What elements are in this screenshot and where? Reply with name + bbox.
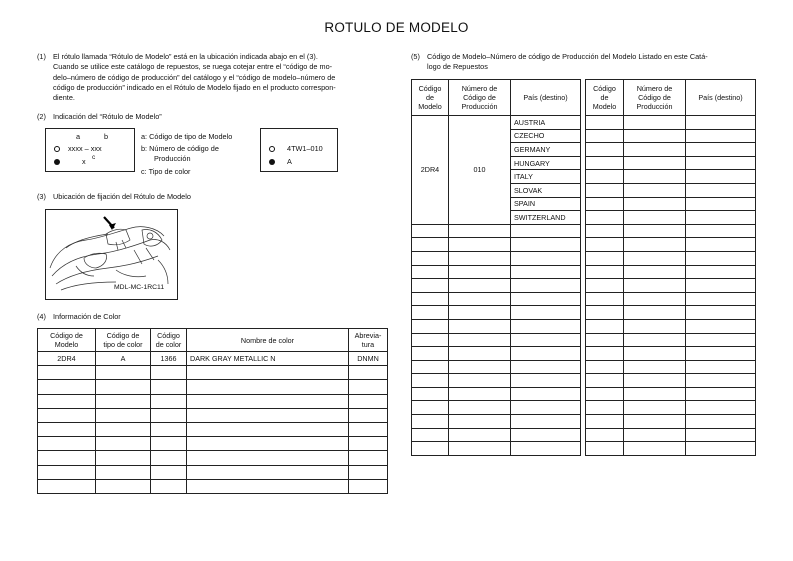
empty-cell	[38, 408, 96, 422]
empty-cell	[349, 437, 388, 451]
col-header-production: Número de Código de Producción	[624, 80, 686, 116]
empty-cell	[624, 143, 686, 157]
empty-cell	[38, 380, 96, 394]
empty-cell	[412, 401, 449, 415]
table-row	[412, 292, 581, 306]
format-code: xxxx – xxx	[68, 144, 102, 153]
empty-cell	[187, 422, 349, 436]
empty-cell	[511, 224, 581, 238]
empty-cell	[449, 265, 511, 279]
table-row	[38, 408, 388, 422]
cell-color-type: A	[96, 352, 151, 366]
cell-abbreviation: DNMN	[349, 352, 388, 366]
empty-cell	[686, 319, 756, 333]
table-row	[412, 442, 581, 456]
empty-cell	[38, 366, 96, 380]
empty-cell	[586, 347, 624, 361]
cell-country: AUSTRIA	[511, 116, 581, 130]
table-row	[586, 360, 756, 374]
table-row	[586, 197, 756, 211]
empty-cell	[449, 306, 511, 320]
empty-cell	[586, 415, 624, 429]
empty-cell	[151, 465, 187, 479]
empty-cell	[96, 465, 151, 479]
empty-cell	[586, 333, 624, 347]
empty-cell	[586, 183, 624, 197]
empty-cell	[586, 319, 624, 333]
empty-cell	[449, 387, 511, 401]
empty-cell	[586, 143, 624, 157]
section-1-line: diente.	[53, 93, 75, 103]
empty-cell	[624, 374, 686, 388]
label-a: a	[76, 132, 81, 141]
cell-country: GERMANY	[511, 143, 581, 157]
table-row	[586, 387, 756, 401]
section-1-line: delo–número de código de producción” del catálogo y el “código de modelo–número de	[53, 72, 336, 82]
empty-cell	[38, 394, 96, 408]
empty-cell	[187, 437, 349, 451]
col-header-abbreviation: Abrevia- tura	[349, 329, 388, 352]
cell-country: SWITZERLAND	[511, 211, 581, 225]
table-row	[586, 143, 756, 157]
empty-cell	[96, 479, 151, 493]
empty-cell	[38, 422, 96, 436]
empty-cell	[96, 422, 151, 436]
empty-cell	[349, 451, 388, 465]
table-row	[586, 333, 756, 347]
empty-cell	[151, 366, 187, 380]
empty-cell	[96, 437, 151, 451]
empty-cell	[412, 265, 449, 279]
table-row	[38, 380, 388, 394]
empty-cell	[686, 347, 756, 361]
empty-cell	[586, 156, 624, 170]
empty-cell	[449, 374, 511, 388]
empty-cell	[624, 292, 686, 306]
col-header-country: País (destino)	[686, 80, 756, 116]
empty-cell	[511, 387, 581, 401]
section-1-line: código de producción” indicado en el Rótulo de Modelo fijado en el producto correspon-	[53, 82, 336, 92]
col-header-color-code: Código de color	[151, 329, 187, 352]
section-1-line: El rótulo llamada “Rótulo de Modelo” está en la ubicación indicada abajo en el (3).	[53, 52, 318, 61]
empty-cell	[349, 408, 388, 422]
table-row	[412, 428, 581, 442]
empty-cell	[624, 428, 686, 442]
section-1-line: Cuando se utilice este catálogo de repuestos, se ruega cotejar entre el “código de mo-	[53, 62, 333, 72]
empty-cell	[187, 394, 349, 408]
table-row	[412, 319, 581, 333]
table-row	[586, 238, 756, 252]
table-row	[586, 116, 756, 130]
empty-cell	[511, 442, 581, 456]
empty-cell	[686, 251, 756, 265]
empty-cell	[511, 319, 581, 333]
empty-cell	[511, 347, 581, 361]
section-1-text	[53, 52, 393, 103]
empty-cell	[412, 319, 449, 333]
section-5-line: Código de Modelo–Número de código de Producción del Modelo Listado en este Catá-	[427, 52, 708, 61]
empty-cell	[449, 401, 511, 415]
empty-cell	[624, 347, 686, 361]
page-title: ROTULO DE MODELO	[324, 20, 469, 35]
empty-cell	[624, 224, 686, 238]
production-table-header	[412, 80, 581, 116]
empty-cell	[586, 170, 624, 184]
empty-cell	[412, 333, 449, 347]
table-row	[586, 170, 756, 184]
cell-country: CZECHO	[511, 129, 581, 143]
cell-country: SPAIN	[511, 197, 581, 211]
empty-cell	[624, 306, 686, 320]
empty-cell	[586, 428, 624, 442]
cell-country: SLOVAK	[511, 183, 581, 197]
empty-cell	[449, 347, 511, 361]
empty-cell	[686, 292, 756, 306]
empty-cell	[686, 129, 756, 143]
empty-cell	[624, 156, 686, 170]
empty-cell	[511, 265, 581, 279]
table-row	[412, 415, 581, 429]
empty-cell	[412, 251, 449, 265]
empty-cell	[686, 360, 756, 374]
empty-cell	[187, 465, 349, 479]
col-header-model: Código de Modelo	[38, 329, 96, 352]
col-header-color-name: Nombre de color	[187, 329, 349, 352]
empty-cell	[686, 156, 756, 170]
empty-cell	[511, 279, 581, 293]
format-row	[54, 144, 102, 153]
production-table-right	[585, 79, 756, 456]
col-header-color-type: Código de tipo de color	[96, 329, 151, 352]
empty-cell	[624, 251, 686, 265]
empty-cell	[412, 360, 449, 374]
col-header-production: Número de Código de Producción	[449, 80, 511, 116]
format-x: x	[82, 157, 86, 166]
example-code-row	[269, 144, 323, 153]
filled-circle-icon	[269, 159, 275, 165]
table-row	[586, 129, 756, 143]
empty-cell	[686, 238, 756, 252]
empty-cell	[586, 116, 624, 130]
table-row	[586, 347, 756, 361]
example-code: 4TW1–010	[287, 144, 323, 153]
filled-circle-icon	[54, 159, 60, 165]
empty-cell	[686, 143, 756, 157]
empty-cell	[151, 380, 187, 394]
empty-cell	[686, 197, 756, 211]
empty-cell	[412, 415, 449, 429]
empty-cell	[624, 238, 686, 252]
empty-cell	[686, 387, 756, 401]
empty-cell	[624, 442, 686, 456]
empty-cell	[586, 387, 624, 401]
empty-cell	[586, 292, 624, 306]
table-row	[38, 394, 388, 408]
empty-cell	[187, 408, 349, 422]
empty-cell	[96, 451, 151, 465]
empty-cell	[449, 319, 511, 333]
empty-cell	[686, 224, 756, 238]
table-row	[586, 156, 756, 170]
empty-cell	[624, 265, 686, 279]
cell-country: HUNGARY	[511, 156, 581, 170]
color-info-table	[37, 328, 388, 494]
example-color-row	[269, 157, 292, 166]
empty-cell	[586, 265, 624, 279]
section-5-text	[427, 52, 757, 73]
empty-cell	[187, 380, 349, 394]
empty-cell	[449, 224, 511, 238]
empty-cell	[96, 380, 151, 394]
cell-color-name: DARK GRAY METALLIC N	[187, 352, 349, 366]
empty-cell	[449, 360, 511, 374]
empty-cell	[586, 129, 624, 143]
empty-cell	[511, 333, 581, 347]
empty-cell	[151, 394, 187, 408]
empty-cell	[624, 211, 686, 225]
cell-color-code: 1366	[151, 352, 187, 366]
model-label-format-box	[45, 128, 135, 172]
empty-cell	[586, 211, 624, 225]
empty-cell	[511, 374, 581, 388]
empty-cell	[449, 333, 511, 347]
cell-production: 010	[449, 116, 511, 225]
empty-cell	[96, 366, 151, 380]
color-table-header	[38, 329, 388, 352]
empty-cell	[412, 238, 449, 252]
legend-b: b: Número de código de	[141, 144, 219, 154]
empty-cell	[412, 374, 449, 388]
empty-cell	[686, 374, 756, 388]
table-row	[586, 306, 756, 320]
section-3-heading: Ubicación de fijación del Rótulo de Modelo	[53, 192, 191, 201]
cell-country: ITALY	[511, 170, 581, 184]
table-row	[586, 251, 756, 265]
empty-cell	[449, 238, 511, 252]
table-row	[586, 374, 756, 388]
empty-cell	[586, 197, 624, 211]
table-row	[38, 437, 388, 451]
empty-cell	[38, 437, 96, 451]
empty-cell	[624, 116, 686, 130]
empty-cell	[412, 428, 449, 442]
table-row	[412, 116, 581, 130]
empty-cell	[686, 428, 756, 442]
table-row	[586, 183, 756, 197]
table-row	[586, 428, 756, 442]
empty-cell	[38, 479, 96, 493]
empty-cell	[412, 306, 449, 320]
empty-cell	[686, 306, 756, 320]
empty-cell	[624, 360, 686, 374]
empty-cell	[449, 292, 511, 306]
empty-cell	[187, 479, 349, 493]
section-2-heading: Indicación del “Rótulo de Modelo”	[53, 112, 162, 121]
empty-cell	[686, 442, 756, 456]
section-4-number: (4)	[37, 312, 46, 321]
empty-cell	[586, 306, 624, 320]
empty-cell	[349, 479, 388, 493]
table-row	[586, 211, 756, 225]
color-row	[54, 157, 86, 166]
empty-cell	[96, 408, 151, 422]
open-circle-icon	[54, 146, 60, 152]
table-row	[586, 292, 756, 306]
empty-cell	[151, 408, 187, 422]
empty-cell	[586, 360, 624, 374]
empty-cell	[686, 415, 756, 429]
table-row	[412, 265, 581, 279]
empty-cell	[586, 238, 624, 252]
model-label-example-box	[260, 128, 338, 172]
table-row	[586, 224, 756, 238]
empty-cell	[686, 279, 756, 293]
empty-cell	[586, 279, 624, 293]
table-row	[412, 374, 581, 388]
empty-cell	[187, 451, 349, 465]
empty-cell	[511, 428, 581, 442]
empty-cell	[412, 279, 449, 293]
col-header-model: Código de Modelo	[586, 80, 624, 116]
empty-cell	[151, 422, 187, 436]
empty-cell	[349, 422, 388, 436]
section-5-number: (5)	[411, 52, 420, 61]
empty-cell	[686, 333, 756, 347]
cell-model: 2DR4	[412, 116, 449, 225]
empty-cell	[449, 428, 511, 442]
section-5-line: logo de Repuestos	[427, 62, 488, 72]
table-row	[38, 465, 388, 479]
table-row	[586, 442, 756, 456]
example-color: A	[287, 157, 292, 166]
empty-cell	[624, 197, 686, 211]
empty-cell	[586, 224, 624, 238]
empty-cell	[686, 401, 756, 415]
empty-cell	[96, 394, 151, 408]
table-row	[412, 360, 581, 374]
table-row	[412, 333, 581, 347]
empty-cell	[151, 451, 187, 465]
table-row	[38, 352, 388, 366]
table-row	[412, 347, 581, 361]
table-row	[412, 401, 581, 415]
empty-cell	[449, 251, 511, 265]
production-table-header	[586, 80, 756, 116]
empty-cell	[187, 366, 349, 380]
legend-c: c: Tipo de color	[141, 166, 191, 176]
legend-b-cont: Producción	[154, 154, 191, 164]
table-row	[412, 279, 581, 293]
empty-cell	[349, 366, 388, 380]
table-row	[412, 238, 581, 252]
empty-cell	[38, 465, 96, 479]
empty-cell	[686, 116, 756, 130]
empty-cell	[412, 442, 449, 456]
empty-cell	[624, 415, 686, 429]
empty-cell	[624, 170, 686, 184]
label-c: c	[92, 154, 96, 161]
empty-cell	[511, 360, 581, 374]
table-row	[412, 306, 581, 320]
empty-cell	[349, 465, 388, 479]
label-legend	[141, 132, 232, 177]
empty-cell	[586, 374, 624, 388]
empty-cell	[412, 347, 449, 361]
cell-model: 2DR4	[38, 352, 96, 366]
table-row	[412, 251, 581, 265]
table-row	[38, 479, 388, 493]
table-row	[586, 401, 756, 415]
empty-cell	[449, 442, 511, 456]
empty-cell	[151, 479, 187, 493]
table-row	[586, 319, 756, 333]
table-row	[586, 265, 756, 279]
col-header-model: Código de Modelo	[412, 80, 449, 116]
empty-cell	[412, 387, 449, 401]
empty-cell	[624, 183, 686, 197]
empty-cell	[511, 415, 581, 429]
empty-cell	[511, 401, 581, 415]
empty-cell	[412, 224, 449, 238]
motorcycle-figure	[45, 209, 178, 300]
empty-cell	[624, 319, 686, 333]
label-b: b	[104, 132, 109, 141]
empty-cell	[686, 265, 756, 279]
empty-cell	[624, 387, 686, 401]
empty-cell	[686, 170, 756, 184]
empty-cell	[449, 279, 511, 293]
empty-cell	[624, 401, 686, 415]
empty-cell	[511, 306, 581, 320]
empty-cell	[686, 211, 756, 225]
empty-cell	[586, 401, 624, 415]
section-2-number: (2)	[37, 112, 46, 121]
table-row	[586, 415, 756, 429]
col-header-country: País (destino)	[511, 80, 581, 116]
empty-cell	[412, 292, 449, 306]
table-row	[412, 387, 581, 401]
table-row	[586, 279, 756, 293]
empty-cell	[686, 183, 756, 197]
legend-a: a: Código de tipo de Modelo	[141, 132, 233, 141]
table-row	[412, 224, 581, 238]
empty-cell	[511, 292, 581, 306]
figure-caption: MDL-MC-1RC11	[114, 284, 165, 291]
table-row	[38, 422, 388, 436]
section-3-number: (3)	[37, 192, 46, 201]
production-table-left	[411, 79, 581, 456]
table-row	[38, 451, 388, 465]
empty-cell	[624, 129, 686, 143]
empty-cell	[586, 442, 624, 456]
section-4-heading: Información de Color	[53, 312, 121, 321]
empty-cell	[624, 333, 686, 347]
empty-cell	[586, 251, 624, 265]
empty-cell	[38, 451, 96, 465]
empty-cell	[449, 415, 511, 429]
empty-cell	[151, 437, 187, 451]
open-circle-icon	[269, 146, 275, 152]
table-row	[38, 366, 388, 380]
empty-cell	[511, 238, 581, 252]
empty-cell	[349, 394, 388, 408]
empty-cell	[624, 279, 686, 293]
section-1-number: (1)	[37, 52, 46, 61]
empty-cell	[349, 380, 388, 394]
empty-cell	[511, 251, 581, 265]
